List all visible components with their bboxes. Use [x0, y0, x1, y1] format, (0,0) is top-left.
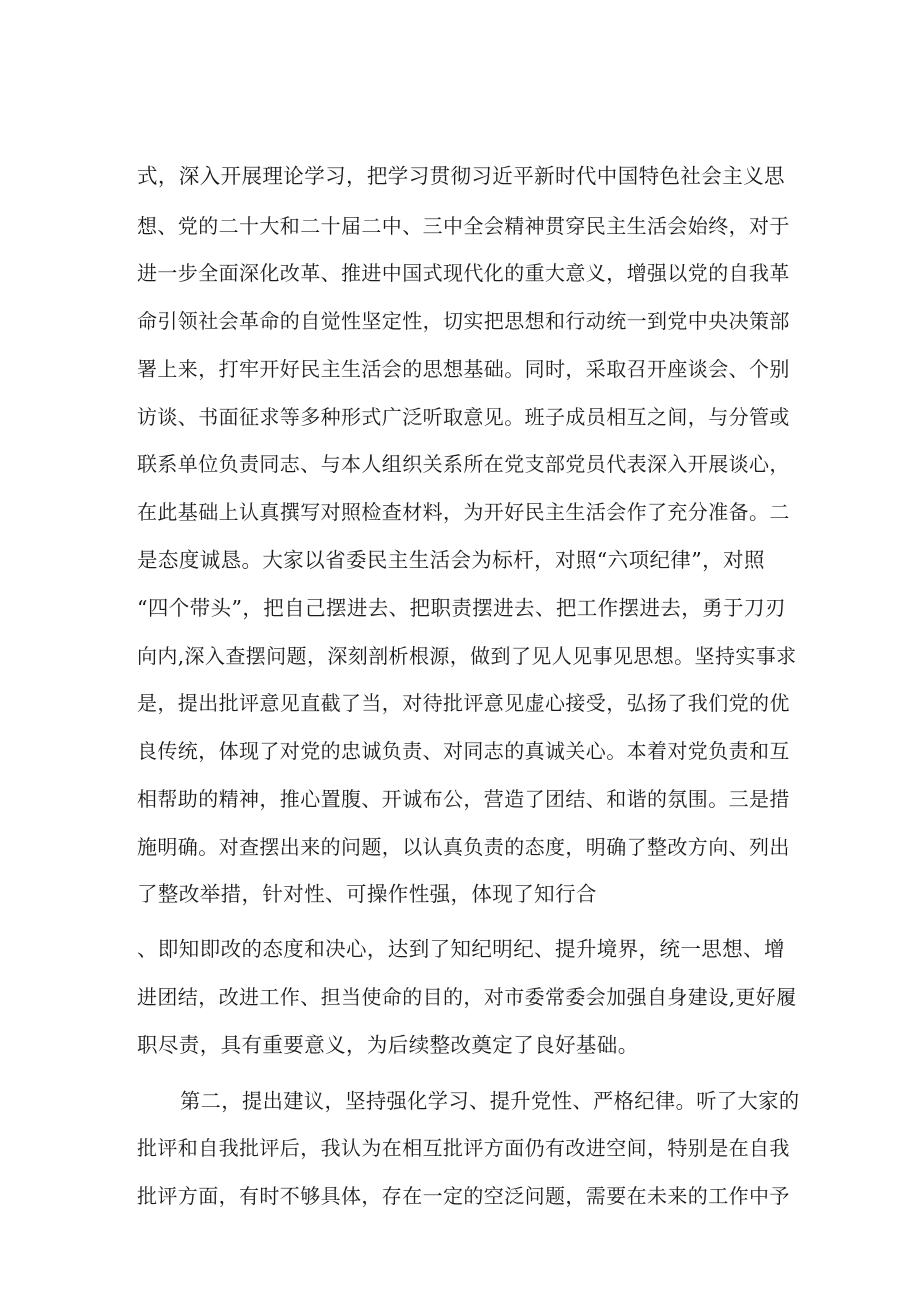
body-line: 施明确。对查摆出来的问题，以认真负责的态度，明确了整改方向、列出 [137, 835, 790, 859]
body-line: 在此基础上认真撰写对照检查材料，为开好民主生活会作了充分准备。二 [137, 500, 790, 524]
body-line: 联系单位负责同志、与本人组织关系所在党支部党员代表深入开展谈心， [137, 452, 790, 476]
body-line: 、即知即改的态度和决心，达到了知纪明纪、提升境界，统一思想、增 [137, 937, 785, 961]
paragraph-first-line: 第二，提出建议，坚持强化学习、提升党性、严格纪律。听了大家的 [180, 1089, 800, 1113]
body-line: 是态度诚恳。大家以省委民主生活会为标杆，对照“六项纪律”，对照 [137, 548, 765, 572]
body-line: 想、党的二十大和二十届二中、三中全会精神贯穿民主生活会始终，对于 [137, 214, 790, 238]
body-line: “四个带头”，把自己摆进去、把职责摆进去、把工作摆进去，勇于刀刃 [137, 596, 786, 620]
body-line: 职尽责，具有重要意义，为后续整改奠定了良好基础。 [137, 1033, 639, 1057]
body-line: 是，提出批评意见直截了当，对待批评意见虚心接受，弘扬了我们党的优 [137, 691, 790, 715]
body-line: 署上来，打牢开好民主生活会的思想基础。同时，采取召开座谈会、个别 [137, 357, 790, 381]
body-line: 式，深入开展理论学习，把学习贯彻习近平新时代中国特色社会主义思 [137, 164, 785, 188]
body-line: 进团结，改进工作、担当使命的目的，对市委常委会加强自身建设,更好履 [137, 985, 797, 1009]
body-line: 访谈、书面征求等多种形式广泛听取意见。班子成员相互之间，与分管或 [137, 405, 790, 429]
body-line: 相帮助的精神，推心置腹、开诚布公，营造了团结、和谐的氛围。三是措 [137, 787, 790, 811]
body-line: 批评方面，有时不够具体，存在一定的空泛问题，需要在未来的工作中予 [137, 1184, 790, 1208]
body-line: 了整改举措，针对性、可操作性强，体现了知行合 [137, 882, 597, 906]
body-line: 向内,深入查摆问题，深刻剖析根源，做到了见人见事见思想。坚持实事求 [137, 644, 797, 668]
body-line: 良传统，体现了对党的忠诚负责、对同志的真诚关心。本着对党负责和互 [137, 739, 790, 763]
body-line: 进一步全面深化改革、推进中国式现代化的重大意义，增强以党的自我革 [137, 261, 790, 285]
body-line: 批评和自我批评后，我认为在相互批评方面仍有改进空间，特别是在自我 [137, 1136, 790, 1160]
body-line: 命引领社会革命的自觉性坚定性，切实把思想和行动统一到党中央决策部 [137, 309, 790, 333]
